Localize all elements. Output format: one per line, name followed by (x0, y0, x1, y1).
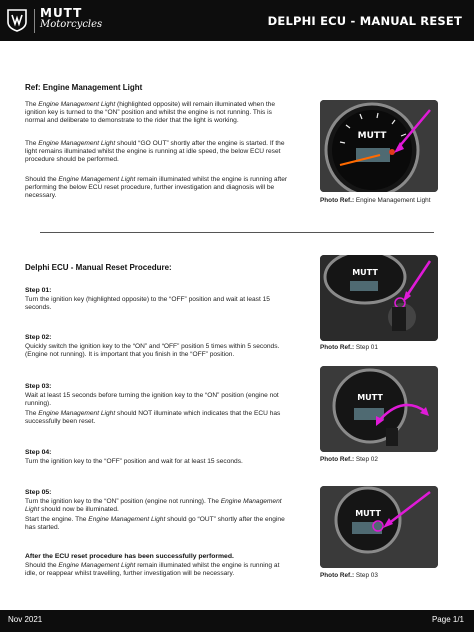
mutt-shield-logo-icon (6, 8, 28, 32)
ref-paragraph-2: The Engine Management Light should “GO OUT” shortly after the engine is started. If the light remains illuminated whilst the engine is running at idle speed, the below ECU reset procedure should be performed. (25, 140, 285, 164)
logo-separator (34, 9, 35, 33)
photo-step-01 (320, 255, 438, 341)
step-02-label: Step 02: (25, 334, 52, 341)
step-05-text: Turn the ignition key to the “ON” position (engine not running). The Engine Management Light should now be illuminated. (25, 498, 282, 514)
step-01-text: Turn the ignition key (highlighted opposite) to the “OFF” position and wait at least 15 seconds. (25, 296, 270, 312)
step-05-label: Step 05: (25, 489, 52, 496)
gauge-brand-text: MUTT (355, 509, 381, 518)
step-04-text: Turn the ignition key to the “OFF” position and wait for at least 15 seconds. (25, 458, 243, 465)
header-bar (0, 0, 474, 41)
section-divider (40, 232, 434, 233)
procedure-heading: Delphi ECU - Manual Reset Procedure: (25, 263, 172, 272)
step-05-text-2: Start the engine. The Engine Management Light should go “OUT” shortly after the engine has started. (25, 516, 285, 532)
photo-step-02 (320, 366, 438, 452)
footer-page-number: Page 1/1 (431, 615, 464, 624)
document-title: DELPHI ECU - MANUAL RESET (267, 14, 462, 28)
photo-caption-step-02: Photo Ref.: Step 02 (320, 456, 378, 463)
ref-paragraph-1: The Engine Management Light (highlighted opposite) will remain illuminated when the ignition key is turned to the “ON” position and whilst the engine is not running. This is normal and deliberate to demonstrate to the rider that the light is working. (25, 101, 275, 125)
step-04-label: Step 04: (25, 449, 52, 456)
brand-wordmark: MUTT (40, 6, 83, 20)
after-reset-text: Should the Engine Management Light remain illuminated whilst the engine is running at idle, or reappear whilst travelling, further investigation will be necessary. (25, 562, 280, 578)
ref-heading: Ref: Engine Management Light (25, 83, 143, 92)
footer-bar (0, 610, 474, 632)
brand-subtitle: Motorcycles (40, 19, 103, 30)
photo-caption-step-01: Photo Ref.: Step 01 (320, 344, 378, 351)
step-03-label: Step 03: (25, 383, 52, 390)
ref-paragraph-3: Should the Engine Management Light remain illuminated whilst the engine is running after performing the below ECU reset procedure, further investigation and diagnosis will be necessary. (25, 176, 288, 200)
gauge-brand-text: MUTT (357, 393, 383, 402)
step-01-label: Step 01: (25, 287, 52, 294)
after-reset-heading: After the ECU reset procedure has been successfully performed. (25, 553, 234, 560)
photo-step-03 (320, 486, 438, 568)
photo-engine-management-light (320, 100, 438, 192)
footer-date: Nov 2021 (8, 615, 43, 624)
photo-caption-ref: Photo Ref.: Engine Management Light (320, 197, 431, 204)
engine-light-indicator (389, 149, 395, 155)
photo-caption-step-03: Photo Ref.: Step 03 (320, 572, 378, 579)
step-03-text-2: The Engine Management Light should NOT illuminate which indicates that the ECU has successfully been reset. (25, 410, 281, 426)
gauge-brand-text: MUTT (357, 131, 387, 141)
step-03-text: Wait at least 15 seconds before turning the ignition key to the “ON” position (engine not running). (25, 392, 279, 408)
gauge-brand-text: MUTT (352, 268, 378, 277)
step-02-text: Quickly switch the ignition key to the “ON” and “OFF” position 5 times within 5 seconds. (Engine not running). It is important that you finish in the “OFF” position. (25, 343, 280, 359)
